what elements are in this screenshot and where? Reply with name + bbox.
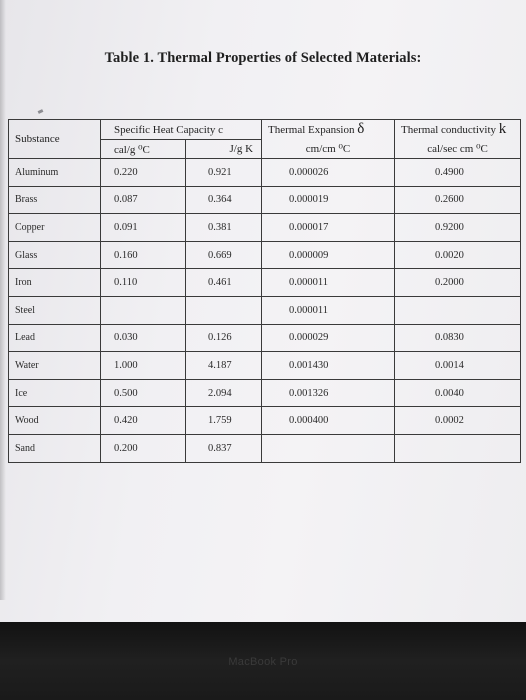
cell-conductivity: 0.0014 bbox=[395, 352, 521, 380]
cell-conductivity: 0.4900 bbox=[395, 159, 521, 187]
table-row bbox=[9, 296, 521, 324]
k-symbol: k bbox=[498, 121, 507, 138]
cell-j-gk: 0.669 bbox=[186, 241, 262, 269]
unit-cal-per-g: cal/g ⁰C bbox=[101, 140, 186, 159]
cell-expansion: 0.000026 bbox=[262, 159, 395, 187]
header-substance: Substance bbox=[9, 120, 101, 159]
cell-substance: Lead bbox=[9, 324, 101, 352]
cell-j-gk: 1.759 bbox=[186, 407, 262, 435]
unit-expansion: cm/cm ⁰C bbox=[262, 140, 395, 159]
cell-expansion: 0.000017 bbox=[262, 214, 395, 242]
thermal-properties-table bbox=[8, 119, 521, 463]
cell-expansion: 0.000400 bbox=[262, 407, 395, 435]
cell-cal-g: 0.200 bbox=[101, 434, 186, 462]
table-row bbox=[9, 214, 521, 242]
cell-substance: Wood bbox=[9, 407, 101, 435]
cell-expansion: 0.000011 bbox=[262, 296, 395, 324]
cell-cal-g: 1.000 bbox=[101, 352, 186, 380]
cell-substance: Brass bbox=[9, 186, 101, 214]
cell-expansion: 0.001430 bbox=[262, 352, 395, 380]
cell-cal-g: 0.110 bbox=[101, 269, 186, 297]
page-shadow bbox=[0, 0, 6, 600]
table-row bbox=[9, 407, 521, 435]
cell-j-gk: 0.837 bbox=[186, 434, 262, 462]
cell-cal-g: 0.420 bbox=[101, 407, 186, 435]
cell-conductivity bbox=[395, 296, 521, 324]
cell-substance: Water bbox=[9, 352, 101, 380]
cell-conductivity: 0.0040 bbox=[395, 379, 521, 407]
header-thermal-conductivity: Thermal conductivity k bbox=[395, 120, 521, 140]
table-title: Table 1. Thermal Properties of Selected Materials: bbox=[104, 50, 422, 66]
table-row bbox=[9, 379, 521, 407]
cell-expansion: 0.000029 bbox=[262, 324, 395, 352]
cell-cal-g: 0.160 bbox=[101, 241, 186, 269]
unit-conductivity: cal/sec cm ⁰C bbox=[395, 140, 521, 159]
cell-j-gk: 0.126 bbox=[186, 324, 262, 352]
cell-conductivity: 0.2000 bbox=[395, 269, 521, 297]
cell-cal-g: 0.091 bbox=[101, 214, 186, 242]
cell-j-gk: 2.094 bbox=[186, 379, 262, 407]
device-label: MacBook Pro bbox=[228, 656, 298, 668]
cell-cal-g: 0.500 bbox=[101, 379, 186, 407]
header-specific-heat: Specific Heat Capacity c bbox=[101, 120, 262, 140]
table-row bbox=[9, 186, 521, 214]
cell-expansion: 0.000011 bbox=[262, 269, 395, 297]
cell-j-gk: 0.364 bbox=[186, 186, 262, 214]
table-row bbox=[9, 241, 521, 269]
cell-conductivity: 0.0002 bbox=[395, 407, 521, 435]
header-row-1 bbox=[9, 120, 521, 140]
cell-conductivity: 0.2600 bbox=[395, 186, 521, 214]
table-row bbox=[9, 269, 521, 297]
cell-cal-g: 0.220 bbox=[101, 159, 186, 187]
table-row bbox=[9, 159, 521, 187]
cell-conductivity bbox=[395, 434, 521, 462]
cell-substance: Iron bbox=[9, 269, 101, 297]
cell-conductivity: 0.0830 bbox=[395, 324, 521, 352]
cell-j-gk: 0.461 bbox=[186, 269, 262, 297]
cell-j-gk: 0.921 bbox=[186, 159, 262, 187]
cell-substance: Steel bbox=[9, 296, 101, 324]
table-row bbox=[9, 352, 521, 380]
pen-mark bbox=[38, 109, 44, 114]
cell-expansion bbox=[262, 434, 395, 462]
cell-j-gk: 4.187 bbox=[186, 352, 262, 380]
unit-j-per-g-k: J/g K bbox=[186, 140, 262, 159]
cell-substance: Ice bbox=[9, 379, 101, 407]
cell-substance: Copper bbox=[9, 214, 101, 242]
cell-expansion: 0.000019 bbox=[262, 186, 395, 214]
cell-substance: Sand bbox=[9, 434, 101, 462]
delta-symbol: δ bbox=[357, 121, 365, 138]
cell-expansion: 0.001326 bbox=[262, 379, 395, 407]
cell-conductivity: 0.9200 bbox=[395, 214, 521, 242]
table-row bbox=[9, 434, 521, 462]
cell-j-gk: 0.381 bbox=[186, 214, 262, 242]
cell-j-gk bbox=[186, 296, 262, 324]
table-row bbox=[9, 324, 521, 352]
cell-substance: Aluminum bbox=[9, 159, 101, 187]
cell-cal-g bbox=[101, 296, 186, 324]
cell-expansion: 0.000009 bbox=[262, 241, 395, 269]
cell-conductivity: 0.0020 bbox=[395, 241, 521, 269]
cell-substance: Glass bbox=[9, 241, 101, 269]
header-thermal-expansion: Thermal Expansion δ bbox=[262, 120, 395, 140]
cell-cal-g: 0.087 bbox=[101, 186, 186, 214]
cell-cal-g: 0.030 bbox=[101, 324, 186, 352]
